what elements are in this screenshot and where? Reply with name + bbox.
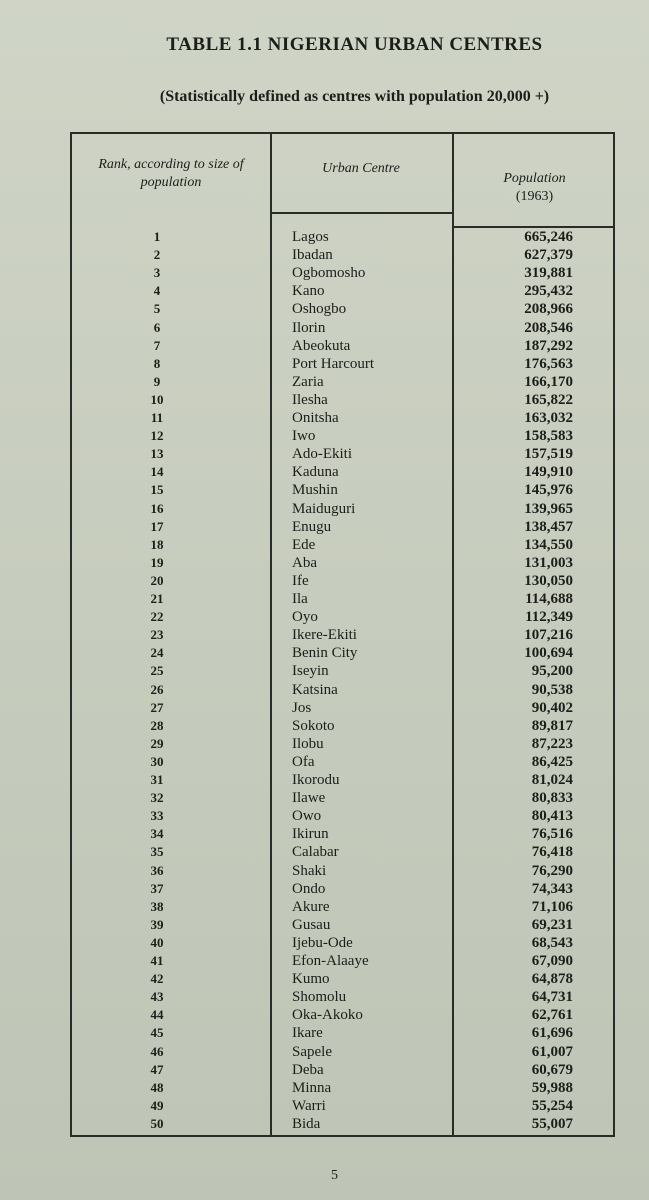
population-cell: 80,833: [531, 790, 573, 807]
table-row: [72, 880, 613, 898]
rank-cell: 48: [150, 1079, 164, 1095]
population-cell: 64,878: [531, 971, 573, 988]
centre-cell: Benin City: [292, 645, 358, 662]
table-row: [72, 1115, 613, 1133]
centre-cell: Ilesha: [292, 391, 328, 408]
centre-column-header: Urban Centre: [322, 161, 400, 176]
table-row: [72, 319, 613, 337]
table-row: [72, 825, 613, 843]
table-row: [72, 681, 613, 699]
rank-cell: 12: [150, 428, 164, 444]
population-cell: 74,343: [531, 880, 573, 897]
table-row: [72, 246, 613, 264]
centre-cell: Ila: [292, 591, 308, 607]
table-row: [72, 952, 613, 970]
centre-cell: Bida: [292, 1115, 321, 1132]
population-cell: 114,688: [525, 591, 573, 607]
population-cell: 139,965: [524, 500, 573, 517]
table-row: [72, 970, 613, 988]
centre-cell: Ofa: [292, 753, 315, 770]
rank-cell: 20: [150, 572, 164, 588]
table-row: [72, 373, 613, 391]
centre-cell: Port Harcourt: [292, 355, 375, 372]
rank-cell: 31: [150, 772, 164, 787]
population-cell: 90,402: [531, 699, 573, 716]
table-subtitle: (Statistically defined as centres with population 20,000 +): [159, 88, 550, 105]
centre-cell: Ogbomosho: [292, 265, 366, 282]
rank-cell: 29: [150, 735, 164, 751]
centre-cell: Owo: [292, 808, 322, 825]
centre-cell: Zaria: [292, 373, 324, 390]
rank-cell: 32: [150, 790, 164, 806]
rank-cell: 18: [150, 536, 164, 552]
rank-cell: 21: [150, 591, 164, 606]
centre-cell: Aba: [292, 554, 317, 571]
population-cell: 62,761: [531, 1007, 573, 1024]
population-cell: 627,379: [524, 247, 573, 264]
centre-cell: Sapele: [292, 1043, 332, 1060]
population-cell: 166,170: [524, 373, 573, 390]
rank-cell: 10: [150, 391, 164, 407]
population-cell: 134,550: [524, 536, 573, 553]
rank-cell: 8: [153, 355, 161, 371]
rank-cell: 13: [150, 446, 164, 462]
centre-cell: Iseyin: [292, 663, 329, 680]
table-row: [72, 536, 613, 554]
population-cell: 76,516: [531, 826, 573, 843]
centre-cell: Ife: [292, 572, 309, 589]
centre-cell: Onitsha: [292, 410, 339, 426]
population-cell: 665,246: [524, 229, 573, 245]
census-year: (1963): [515, 189, 554, 204]
population-cell: 81,024: [531, 772, 573, 788]
rank-cell: 4: [153, 283, 161, 299]
table-row: [72, 427, 613, 445]
population-cell: 64,731: [531, 989, 573, 1006]
table-row: [72, 337, 613, 355]
centre-cell: Ikorodu: [292, 772, 340, 788]
rank-cell: 30: [150, 753, 164, 769]
centre-cell: Kano: [292, 283, 325, 300]
rank-cell: 26: [150, 681, 164, 697]
table-row: [72, 807, 613, 825]
centre-cell: Jos: [292, 699, 312, 716]
table-row: [72, 409, 613, 427]
population-cell: 90,538: [531, 681, 573, 698]
table-row: [72, 355, 613, 373]
rank-cell: 7: [153, 337, 161, 353]
population-cell: 157,519: [524, 446, 573, 463]
centre-cell: Deba: [292, 1061, 324, 1078]
rank-cell: 47: [150, 1061, 164, 1077]
table-row: [72, 1097, 613, 1115]
population-cell: 61,696: [531, 1025, 573, 1042]
table-row: [72, 1043, 613, 1061]
population-cell: 107,216: [524, 627, 573, 644]
centre-cell: Oshogbo: [292, 301, 347, 318]
population-cell: 187,292: [524, 337, 573, 354]
centre-cell: Iwo: [292, 428, 316, 445]
centre-cell: Calabar: [292, 844, 339, 861]
table-row: [72, 988, 613, 1006]
centre-cell: Efon-Alaaye: [292, 953, 369, 969]
population-cell: 130,050: [524, 572, 573, 589]
population-cell: 61,007: [531, 1043, 573, 1060]
rank-cell: 41: [150, 953, 164, 968]
rank-cell: 33: [150, 808, 164, 824]
table-row: [72, 463, 613, 481]
population-cell: 69,231: [531, 916, 573, 933]
rank-cell: 2: [153, 247, 161, 263]
rank-cell: 5: [153, 301, 161, 317]
table-row: [72, 1079, 613, 1097]
centre-cell: Enugu: [292, 518, 332, 535]
rank-cell: 24: [150, 645, 164, 661]
rank-cell: 38: [150, 898, 164, 914]
rank-cell: 6: [153, 319, 161, 335]
rank-cell: 46: [150, 1043, 164, 1059]
centre-cell: Maiduguri: [292, 500, 356, 517]
table-row: [72, 500, 613, 518]
population-cell: 87,223: [531, 735, 573, 752]
table-row: [72, 735, 613, 753]
centre-cell: Ikare: [292, 1025, 323, 1042]
centre-cell: Ikirun: [292, 826, 329, 843]
centre-cell: Katsina: [292, 681, 338, 698]
centre-cell: Oyo: [292, 609, 318, 626]
table-row: [72, 300, 613, 318]
rank-cell: 3: [153, 265, 161, 281]
table-row: [72, 1006, 613, 1024]
centre-cell: Ede: [292, 536, 316, 553]
table-title: TABLE 1.1 NIGERIAN URBAN CENTRES: [166, 34, 543, 55]
centre-cell: Ilorin: [292, 319, 326, 336]
table-row: [72, 1061, 613, 1079]
table-row: [72, 228, 613, 246]
rank-column-header: Rank, according to size of population: [98, 157, 244, 190]
centre-cell: Ondo: [292, 880, 326, 897]
population-cell: 55,254: [531, 1097, 573, 1114]
page-number: 5: [331, 1168, 338, 1183]
centre-cell: Shomolu: [292, 989, 347, 1006]
centre-cell: Kumo: [292, 971, 330, 988]
table-row: [72, 717, 613, 735]
header-rule: [270, 212, 454, 214]
population-cell: 138,457: [524, 518, 573, 535]
rank-cell: 17: [150, 518, 164, 534]
population-cell: 295,432: [524, 283, 573, 300]
table-row: [72, 916, 613, 934]
table-row: [72, 608, 613, 626]
rank-cell: 34: [150, 826, 164, 842]
population-cell: 319,881: [524, 265, 573, 282]
rank-cell: 43: [150, 989, 164, 1005]
rank-cell: 40: [150, 934, 164, 950]
rank-cell: 39: [150, 916, 164, 932]
population-cell: 68,543: [531, 934, 573, 951]
centre-cell: Lagos: [292, 229, 329, 245]
centre-cell: Warri: [292, 1097, 326, 1114]
centre-cell: Ado-Ekiti: [292, 446, 352, 463]
population-cell: 76,290: [531, 862, 573, 879]
population-cell: 80,413: [531, 808, 573, 825]
rank-cell: 16: [150, 500, 164, 516]
table-row: [72, 771, 613, 789]
population-cell: 89,817: [531, 717, 573, 734]
population-cell: 86,425: [531, 753, 573, 770]
rank-cell: 15: [150, 482, 164, 498]
table-row: [72, 699, 613, 717]
rank-cell: 49: [150, 1097, 164, 1113]
population-cell: 165,822: [524, 391, 573, 408]
table-row: [72, 445, 613, 463]
table-row: [72, 554, 613, 572]
centre-cell: Oka-Akoko: [292, 1007, 363, 1024]
centre-cell: Mushin: [292, 482, 338, 499]
centre-cell: Minna: [292, 1079, 332, 1096]
table-row: [72, 481, 613, 499]
rank-cell: 50: [150, 1115, 164, 1131]
population-cell: 71,106: [531, 898, 573, 915]
table-row: [72, 898, 613, 916]
table-row: [72, 626, 613, 644]
population-cell: 60,679: [531, 1061, 573, 1078]
table-row: [72, 934, 613, 952]
population-cell: 59,988: [531, 1079, 573, 1096]
table-row: [72, 789, 613, 807]
centre-cell: Kaduna: [292, 464, 339, 481]
centre-cell: Ibadan: [292, 247, 333, 264]
rank-cell: 11: [150, 410, 164, 425]
table-row: [72, 753, 613, 771]
centre-cell: Sokoto: [292, 717, 335, 734]
centre-cell: Ilobu: [292, 735, 324, 752]
centre-cell: Ilawe: [292, 790, 326, 807]
rank-cell: 22: [150, 609, 164, 625]
table-row: [72, 662, 613, 680]
rank-cell: 19: [150, 554, 164, 570]
centre-cell: Ijebu-Ode: [292, 934, 353, 951]
population-cell: 55,007: [531, 1115, 573, 1132]
rank-cell: 37: [150, 880, 164, 896]
table-row: [72, 282, 613, 300]
population-cell: 145,976: [524, 482, 573, 499]
population-cell: 67,090: [531, 953, 573, 969]
rank-cell: 42: [150, 971, 164, 987]
population-cell: 100,694: [524, 645, 573, 662]
population-cell: 95,200: [531, 663, 573, 680]
centre-cell: Ikere-Ekiti: [292, 627, 357, 644]
population-cell: 208,546: [524, 319, 573, 336]
population-cell: 176,563: [524, 355, 573, 372]
table-row: [72, 264, 613, 282]
table-row: [72, 843, 613, 861]
population-cell: 112,349: [525, 609, 573, 626]
centre-cell: Gusau: [292, 916, 331, 933]
table-row: [72, 862, 613, 880]
population-cell: 163,032: [524, 410, 573, 426]
population-label: Population: [503, 171, 566, 186]
rank-cell: 9: [153, 373, 161, 389]
table-row: [72, 1024, 613, 1042]
population-cell: 208,966: [524, 301, 573, 318]
population-cell: 149,910: [524, 464, 573, 481]
table-row: [72, 590, 613, 608]
rank-cell: 23: [150, 627, 164, 643]
table-row: [72, 518, 613, 536]
centre-cell: Shaki: [292, 862, 327, 879]
rank-cell: 1: [153, 229, 161, 244]
rank-cell: 45: [150, 1025, 164, 1041]
table-row: [72, 644, 613, 662]
urban-centres-table: [70, 132, 615, 1137]
table-row: [72, 391, 613, 409]
rank-cell: 36: [150, 862, 164, 878]
population-cell: 131,003: [524, 554, 573, 571]
population-cell: 76,418: [531, 844, 573, 861]
table-row: [72, 572, 613, 590]
rank-cell: 35: [150, 844, 164, 860]
rank-cell: 44: [150, 1007, 164, 1023]
rank-cell: 28: [150, 717, 164, 733]
centre-cell: Abeokuta: [292, 337, 351, 354]
rank-cell: 14: [150, 464, 164, 480]
centre-cell: Akure: [292, 898, 330, 915]
population-cell: 158,583: [524, 428, 573, 445]
population-column-header: [452, 170, 617, 206]
rank-cell: 27: [150, 699, 164, 715]
rank-cell: 25: [150, 663, 164, 679]
